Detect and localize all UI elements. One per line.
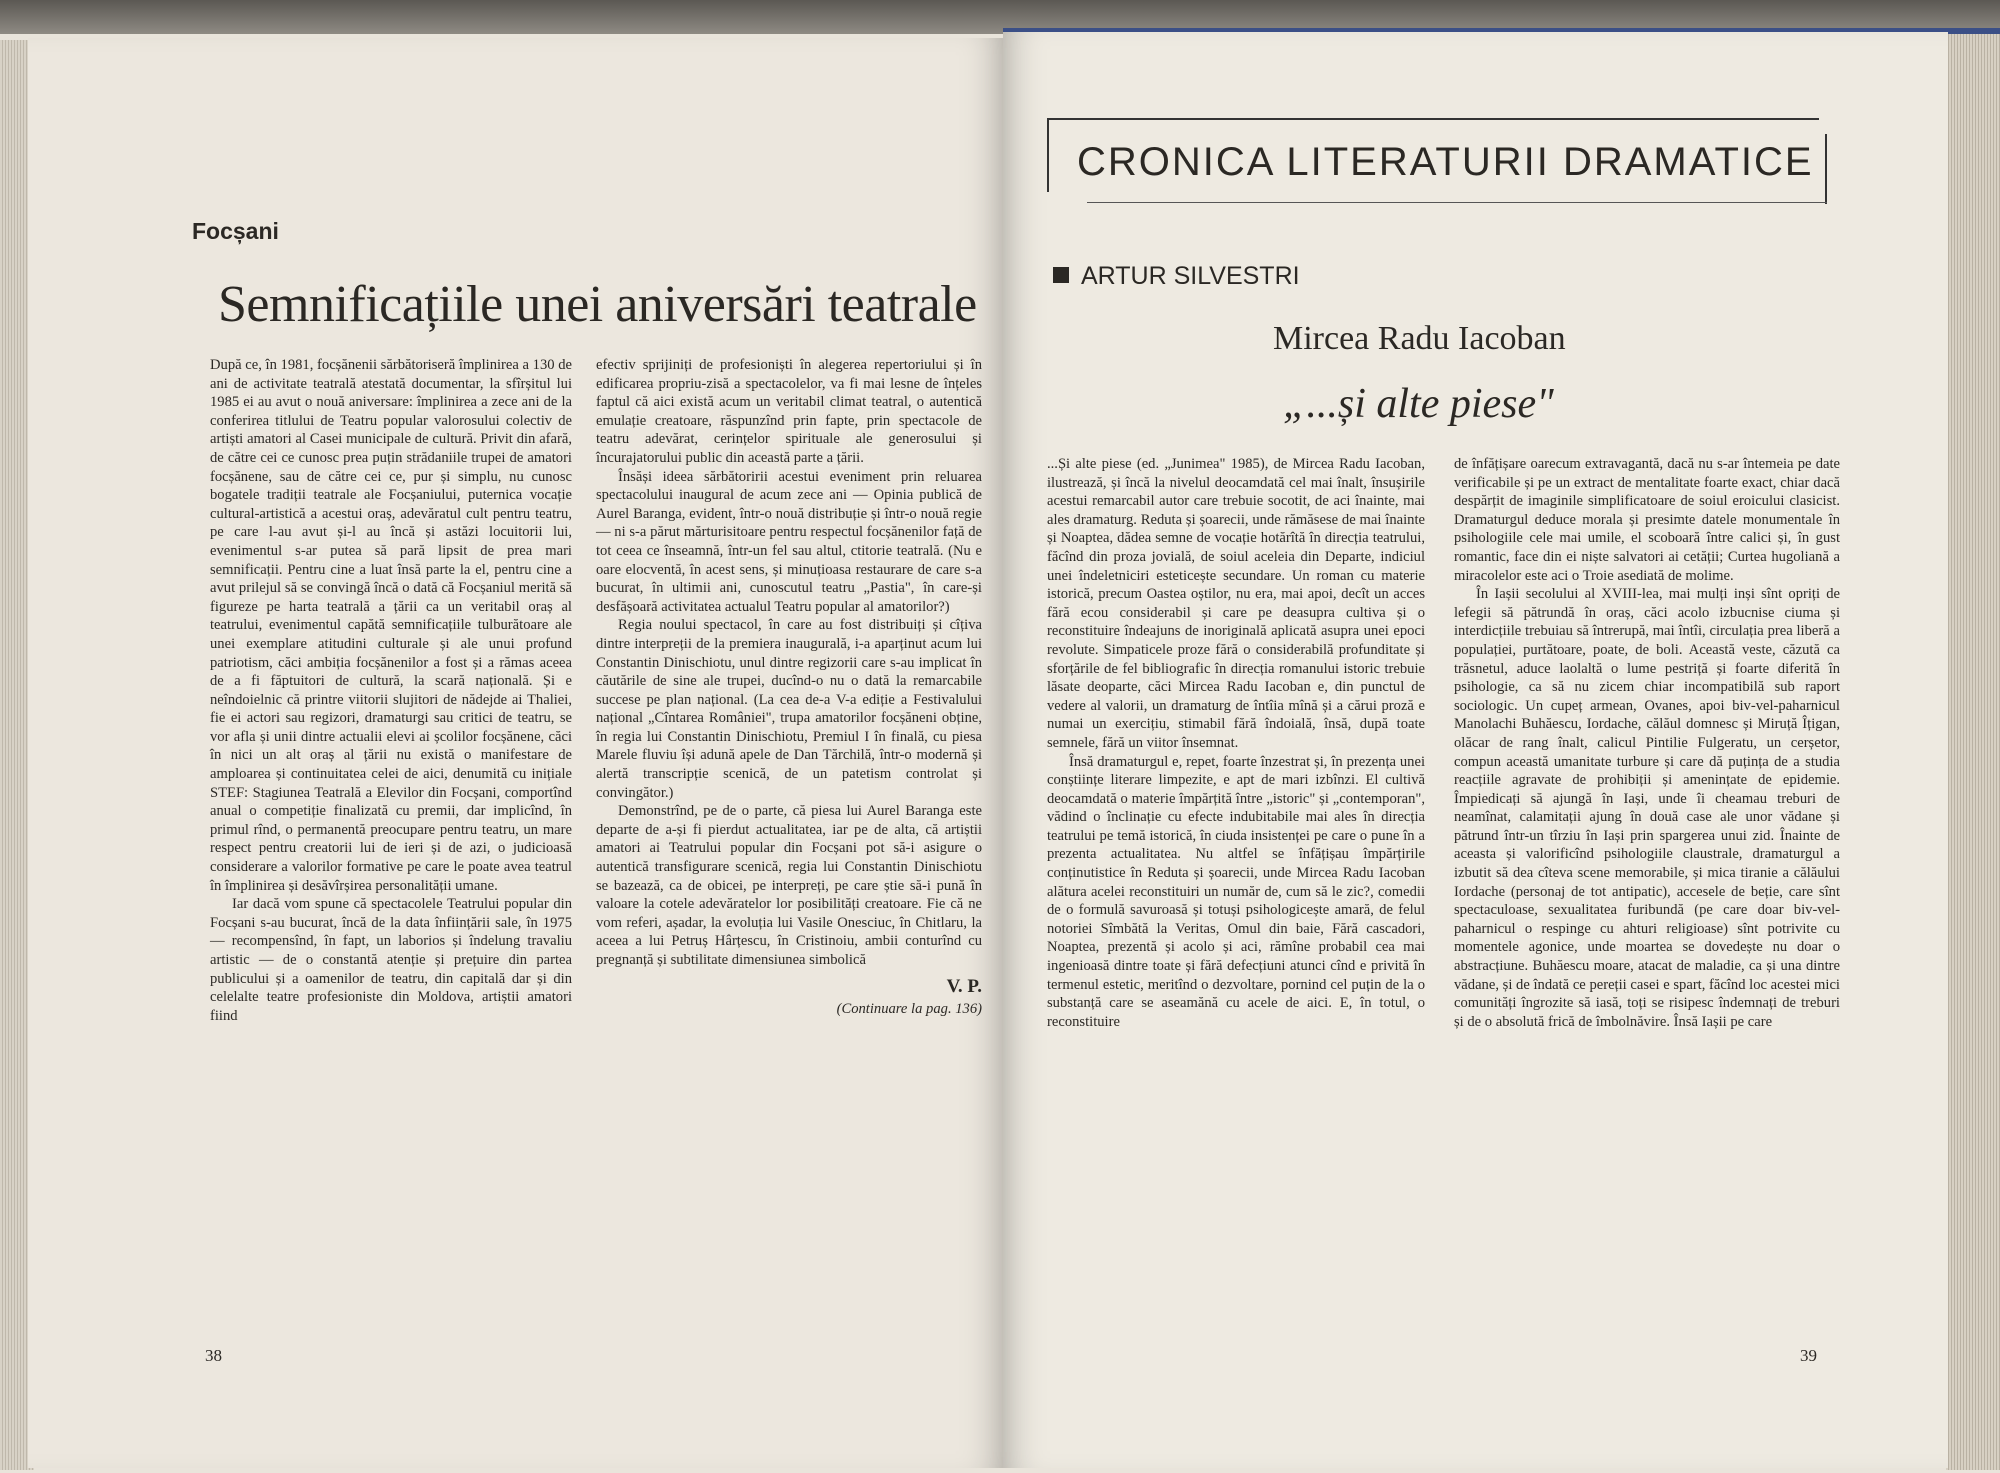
right-page-stack [1946,34,2000,1470]
continuation-note: (Continuare la pag. 136) [836,1001,982,1018]
review-author [1053,262,1300,291]
page-number-right: 39 [1800,1346,1817,1365]
paragraph: efectiv sprijiniți de profesioniști în alegerea repertoriului și în edificarea propriu-zisă a spectacolelor, va fi mai lesne de înțeles faptul că aici există acum un veritabil climat teatral, o autentică emulație creatoare, răspunzînd prin fapte, prin spectacole de teatru adevărat, cerințelor spirituale ale generosului și încurajatorului public din această parte a țării. [596,357,982,466]
paragraph: Însăși ideea sărbătoririi acestui eveniment prin reluarea spectacolului inaugural de acum zece ani — Opinia publică de Aurel Baranga, evident, într-o nouă distribuție și într-o nouă regie — ni s-a părut mărturisitoare pentru respectul focșănenilor față de tot ceea ce înseamnă, într-un fel sau altul, ctitorie teatrală. (Nu e oare elocventă, în acest sens, și minuțioasa restaurare de care s-a bucurat, în ultimii ani, cunoscutul teatru „Pastia", în care-și desfășoară activitatea actualul Teatru popular al amatorilor?) [596,468,982,615]
article-title: Semnificațiile unei aniversări teatrale [218,276,977,333]
paragraph: Iar dacă vom spune că spectacolele Teatrului popular din Focșani s-au bucurat, încă de la data înființării sale, în 1975 — recompensînd, în fapt, un laborios și îndelung travaliu artistic — de o constantă atenție și prețuire din partea publicului și a oamenilor de teatru, din capitală dar și din celelalte teatre profesioniste din Moldova, artiștii amatori fiind [210,896,572,1024]
paragraph: În Iașii secolului al XVIII-lea, mai mulți inși sînt opriți de lefegii să pătrundă în oraș, căci acolo izbucnise ciuma și interdicțiile trebuiau să întrerupă, mai întîi, circulația prea liberă a populației, purtătoare, poate, de boli. Această veste, căzută ca trăsnetul, aduce laolaltă o lume pestriță și foarte diferită în psihologie, ca să nu zicem chiar incompatibilă sub raport sociologic. Un cupeț armean, Ovanes, apoi biv-vel-paharnicul Manolachi Buhăescu, Iordache, călăul domnesc și Miruță Îțigan, olăcar de rang înalt, calicul Pintilie Fulgeratu, un cerșetor, compun această umanitate turbure și care dă puțința de a studia reacțiile agravate de prohibiții și amenințate de epidemie. Împiedicați să ajungă în Iași, unde îi cheamau treburi de neamînat, calamitații ajung în două case ale unor vădane și pătrund într-un tîrziu în Iași prin spargerea unui zid. Înainte de aceasta și valorificînd psihologiile claustrale, dramaturgul a izbutit să dea cîteva scene memorabile, și mica tiranie a călăului Iordache (personaj de tot antipatic), accesele de beție, care sînt spectaculoase, sexualitatea furibundă (pe care doar biv-vel-paharnicul o respinge cu ahturi religioase) sînt potrivite cu momentele agonice, unde moartea se dovedește nu doar o abstracțiune. Buhăescu moare, atacat de maladie, ca și una dintre vădane, și de îndată ce pereții casei e spart, făcînd loc acestei mici comunități îngrozite să iasă, toți se risipesc îndemnați de treburi și de o absolută frică de îmbolnăvire. Însă Iașii pe care [1454,586,1840,1030]
paragraph: de înfățișare oarecum extravagantă, dacă nu s-ar întemeia pe date verificabile și pe un extract de mentalitate foarte exact, chiar dacă despărțit de imaginile simplificatoare de soiul eroicului clasicist. Dramaturgul deduce morala și presimte datele monumentale în psihologiile cele mai umile, el scoboară între calici și, în gust romantic, face din ei niște salvatori ai cetății; Curtea hugoliană a miracolelor este aci o Troie asediată de molime. [1454,456,1840,584]
left-column-2 [596,356,982,1019]
paragraph: Demonstrînd, pe de o parte, că piesa lui Aurel Baranga este departe de a-și fi pierdut actualitatea, iar pe de alta, că artiștii amatori ai Teatrului popular din Focșani pot să-i asigure o autentică transfigurare scenică, regia lui Constantin Dinischiotu se bazează, ca de obicei, pe interpreți, pe care știe să-i pună în valoare la cotele adevăratelor lor posibilități creatoare. Fie că ne vom referi, așadar, la evoluția lui Vasile Onesciuc, în Chitlaru, la aceea a lui Petruș Hârțescu, în Cristinoiu, ambii conturînd cu pregnanță și subtilitate dimensiunea simbolică [596,803,982,968]
header-frame-right [1825,134,1827,204]
right-column-1 [1047,455,1425,1031]
section-header: CRONICA LITERATURII DRAMATICE [1077,140,1814,184]
header-underline [1087,202,1827,203]
paragraph: Regia noului spectacol, în care au fost distribuiți și cîțiva dintre interpreții de la premiera inaugurală, i-a aparținut acum lui Constantin Dinischiotu, unul dintre regizorii care s-au implicat în căutările de sine ale trupei, ducînd-o nu o dată la remarcabile succese pe plan național. (La cea de-a V-a ediție a Festivalului național „Cîntarea României", trupa amatorilor focșăneni obține, în regia lui Constantin Dinischiotu, Premiul I în finală, cu piesa Marele fluviu își adună apele de Dan Tărchilă, într-o modernă și alertă transcripție scenică, de un patetism controlat și convingător.) [596,617,982,801]
author-signature: V. P. [946,975,982,997]
paragraph: Însă dramaturgul e, repet, foarte înzestrat și, în prezența unei conștiințe literare limpezite, e apt de mari izbînzi. El cultivă deocamdată o materie împărțită între „istoric" și „contemporan", vădind o înclinație cu efecte indubitabile mai ales în direcția teatrului pe temă istorică, în ciuda insistenței pe care o pune în a prezenta actualitatea. Nu altfel se înfățișau împărțirile conținutistice în Reduta și șoarecii, unde Mircea Radu Iacoban alătura acelei reconstituiri un număr de, cum să le zic?, comedii de o formulă savuroasă și totuși psihologicește amară, de felul notoriei Sîmbătă la Veritas, Omul din baie, Fără cascadori, Noaptea, prezentă și acolo și aci, rămîne probabil cea mai ingenioasă dintre toate și fără defecțiuni atunci cînd e privită în termenul estetic, meritînd o dezvoltare, pornind cel puțin de la o substanță care se aseamănă cu acele de aici. E, în totul, o reconstituire [1047,753,1425,1030]
book-title: „...și alte piese" [1283,381,1554,427]
paragraph: ...Și alte piese (ed. „Junimea" 1985), de Mircea Radu Iacoban, ilustrează, și încă la nivelul deocamdată cel mai înalt, însușirile acestui remarcabil autor care trebuie socotit, de aci înainte, mai ales dramaturg. Reduta și șoarecii, unde rămăsese de mai înainte și Noaptea, dădea semne de vocație hotărîtă în direcția teatrului, făcînd din proza jovială, de soiul aceleia din Departe, indiciul unei îndeletniciri esteticește secundare. Un roman cu materie istorică, precum Oastea oștilor, nu era, mai apoi, decît un acces fără ecou considerabil și care pe deasupra cultiva și o reconstituire îndeajuns de inoriginală aplicată asupra unei epoci revolute. Simpaticele proze fără o considerabilă profunditate și sforțările de fel bibliografic în direcția romanului istoric trebuie lăsate deoparte, căci Mircea Radu Iacoban e, din punctul de vedere al valorii, un dramaturg de întîia mînă și a cărui proză e numai un exercițiu, stimabil fără îndoială, însă, după toate semnele, fără un viitor însemnat. [1047,456,1425,751]
page-number-left: 38 [205,1346,222,1365]
author-name: ARTUR SILVESTRI [1081,262,1300,290]
review-subject: Mircea Radu Iacoban [1273,320,1566,357]
paragraph: După ce, în 1981, focșănenii sărbătoriseră împlinirea a 130 de ani de activitate teatrală atestată documentar, la sfîrșitul lui 1985 ei au avut o nouă aniversare: împlinirea a zece ani de la conferirea titlului de Teatru popular valorosului colectiv de artiști amatori al Casei municipale de cultură. Privit din afară, de către cei ce cunosc prea puțin strădaniile trupei de amatori focșănene, sau de către cei ce, pur și simplu, nu cunosc bogatele tradiții teatrale ale Focșaniului, puternica vocație cultural-artistică a acestui oraș, adevăratul cult pentru teatru, pe care l-au avut și-l au încă și astăzi locuitorii lui, evenimentul s-ar putea să pară lipsit de prea mari semnificații. Pentru cine a luat însă parte la el, pentru cine a avut prilejul să se convingă încă o dată că Focșaniul merită să figureze pe harta teatrală a țării ca un veritabil oraș al teatrului, evenimentul capătă semnificațiile tulburătoare ale unei exemplare atitudini culturale și ale unui profund patriotism, căci ambiția focșănenilor a fost și a rămas aceea de a fi făptuitori de cultură, la scară națională. Și e neîndoielnic că printre viitorii slujitori de nădejde ai Thaliei, fie ei actori sau regizori, dramaturgi sau critici de teatru, se vor afla și unii dintre actualii elevi ai școlilor focșănene, căci în nici un alt oraș al țării nu există o manifestare de amploarea și continuitatea celei de aici, denumită cu inițiale STEF: Stagiunea Teatrală a Elevilor din Focșani, comportînd anual o competiție finalizată cu premii, dar implicînd, în primul rînd, o permanentă preocupare pentru teatru, un mare respect pentru creatorii lui de ieri și de azi, o judicioasă considerare a valorilor formative pe care le poate avea teatrul în împlinirea și desăvîrșirea personalității umane. [210,357,572,894]
right-column-2 [1454,455,1840,1031]
left-column-1 [210,356,572,1025]
square-bullet-icon [1053,267,1069,283]
section-header-box [1047,118,1817,198]
section-label: Focșani [192,218,279,244]
